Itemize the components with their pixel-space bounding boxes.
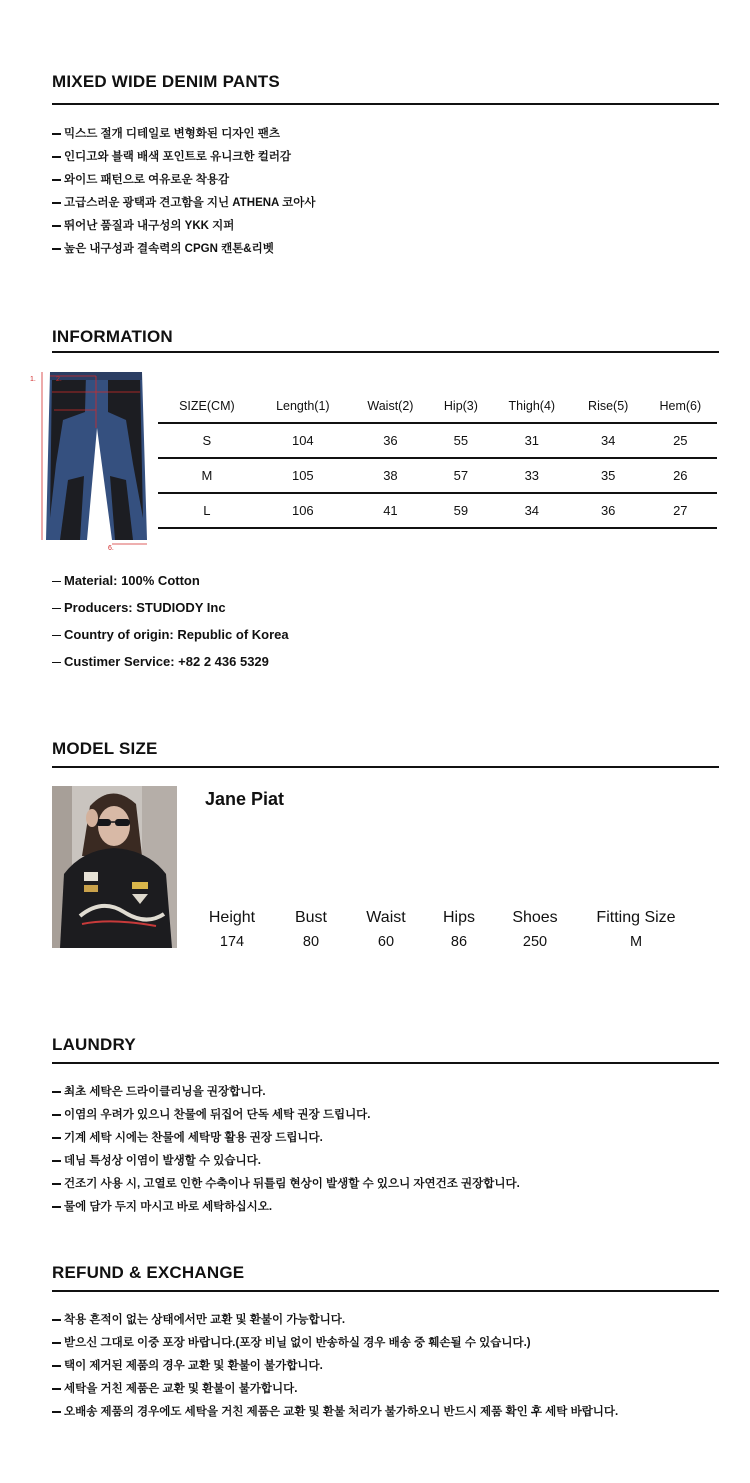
table-cell: 36 (350, 423, 431, 458)
information-title: INFORMATION (52, 327, 173, 346)
product-title: MIXED WIDE DENIM PANTS (52, 72, 280, 91)
dash-icon (52, 133, 61, 135)
dash-icon (52, 1183, 61, 1185)
diagram-label-length: 1. (30, 376, 36, 383)
table-header-row (158, 390, 717, 423)
dash-icon (52, 1388, 61, 1390)
list-item: 최초 세탁은 드라이클리닝을 권장합니다. (52, 1081, 520, 1104)
section-divider (52, 351, 719, 353)
pants-measurement-diagram (30, 368, 160, 553)
table-cell: 26 (644, 458, 717, 493)
model-photo (52, 786, 177, 948)
model-measure-bust (286, 906, 336, 954)
list-item: 와이드 패턴으로 여유로운 착용감 (52, 169, 315, 192)
product-details-list (52, 567, 289, 675)
feature-list (52, 123, 315, 261)
column-header: Rise(5) (573, 390, 644, 423)
refund-list (52, 1309, 618, 1424)
list-item: 데님 특성상 이염이 발생할 수 있습니다. (52, 1150, 520, 1173)
dash-icon (52, 1160, 61, 1162)
section-divider (52, 766, 719, 768)
column-header: Hip(3) (431, 390, 491, 423)
table-row (158, 423, 717, 458)
size-table (158, 390, 717, 529)
diagram-label-hem: 6. (108, 545, 114, 552)
dash-icon (52, 225, 61, 227)
table-cell: S (158, 423, 256, 458)
table-row (158, 458, 717, 493)
measure-label: Waist (366, 909, 406, 926)
list-item: 건조기 사용 시, 고열로 인한 수축이나 뒤틀림 현상이 발생할 수 있으니 자연건조 권장합니다. (52, 1173, 520, 1196)
table-cell: 55 (431, 423, 491, 458)
dash-icon (52, 1206, 61, 1208)
column-header: Hem(6) (644, 390, 717, 423)
dash-icon (52, 608, 61, 610)
dash-icon (52, 1114, 61, 1116)
dash-icon (52, 581, 61, 583)
list-item: 받으신 그대로 이중 포장 바랍니다.(포장 비닐 없이 반송하실 경우 배송 중 훼손될 수 있습니다.) (52, 1332, 618, 1355)
column-header: SIZE(CM) (158, 390, 256, 423)
list-item: Custimer Service: +82 2 436 5329 (52, 648, 289, 675)
table-cell: L (158, 493, 256, 528)
list-item: 높은 내구성과 결속력의 CPGN 캔톤&리벳 (52, 238, 315, 261)
measure-label: Height (208, 909, 256, 926)
table-cell: 36 (573, 493, 644, 528)
dash-icon (52, 662, 61, 664)
dash-icon (52, 156, 61, 158)
measure-label: Fitting Size (596, 909, 676, 926)
table-cell: 38 (350, 458, 431, 493)
measure-value: 86 (450, 934, 468, 950)
laundry-title: LAUNDRY (52, 1035, 136, 1054)
model-measure-fitting-size (586, 906, 686, 954)
dash-icon (52, 1365, 61, 1367)
refund-title: REFUND & EXCHANGE (52, 1263, 245, 1282)
model-measure-height (202, 906, 262, 954)
table-row (158, 493, 717, 528)
table-cell: 35 (573, 458, 644, 493)
table-cell: 34 (491, 493, 573, 528)
measure-value: M (629, 934, 643, 950)
model-measure-shoes (504, 906, 566, 954)
measure-value: 174 (219, 934, 245, 950)
dash-icon (52, 1342, 61, 1344)
table-cell: 104 (256, 423, 350, 458)
model-measure-waist (356, 906, 416, 954)
dash-icon (52, 1411, 61, 1413)
table-cell: 59 (431, 493, 491, 528)
section-divider (52, 103, 719, 105)
table-cell: 31 (491, 423, 573, 458)
dash-icon (52, 179, 61, 181)
list-item: 인디고와 블랙 배색 포인트로 유니크한 컬러감 (52, 146, 315, 169)
measure-value: 80 (302, 934, 320, 950)
measure-value: 250 (522, 934, 548, 950)
table-cell: M (158, 458, 256, 493)
list-item: 믹스드 절개 디테일로 변형화된 디자인 팬츠 (52, 123, 315, 146)
table-cell: 33 (491, 458, 573, 493)
model-size-title: MODEL SIZE (52, 739, 158, 758)
list-item: Country of origin: Republic of Korea (52, 621, 289, 648)
list-item: 이염의 우려가 있으니 찬물에 뒤집어 단독 세탁 권장 드립니다. (52, 1104, 520, 1127)
list-item: 택이 제거된 제품의 경우 교환 및 환불이 불가합니다. (52, 1355, 618, 1378)
table-cell: 106 (256, 493, 350, 528)
table-cell: 105 (256, 458, 350, 493)
measure-value: 60 (377, 934, 395, 950)
section-divider (52, 1062, 719, 1064)
column-header: Thigh(4) (491, 390, 573, 423)
laundry-list (52, 1081, 520, 1219)
column-header: Waist(2) (350, 390, 431, 423)
dash-icon (52, 202, 61, 204)
model-name: Jane Piat (205, 789, 285, 809)
column-header: Length(1) (256, 390, 350, 423)
diagram-label-waist: 2. (56, 376, 62, 383)
dash-icon (52, 248, 61, 250)
measure-label: Bust (294, 909, 327, 926)
list-item: 고급스러운 광택과 견고함을 지닌 ATHENA 코아사 (52, 192, 315, 215)
table-cell: 41 (350, 493, 431, 528)
list-item: 오배송 제품의 경우에도 세탁을 거친 제품은 교환 및 환불 처리가 불가하오니 반드시 제품 확인 후 세탁 바랍니다. (52, 1401, 618, 1424)
table-cell: 34 (573, 423, 644, 458)
section-divider (52, 1290, 719, 1292)
dash-icon (52, 635, 61, 637)
list-item: 기계 세탁 시에는 찬물에 세탁망 활용 권장 드립니다. (52, 1127, 520, 1150)
dash-icon (52, 1137, 61, 1139)
measure-label: Shoes (512, 909, 558, 926)
dash-icon (52, 1319, 61, 1321)
table-cell: 27 (644, 493, 717, 528)
dash-icon (52, 1091, 61, 1093)
list-item: 뛰어난 품질과 내구성의 YKK 지퍼 (52, 215, 315, 238)
model-measure-hips (434, 906, 484, 954)
measure-label: Hips (442, 909, 475, 926)
table-cell: 57 (431, 458, 491, 493)
list-item: Material: 100% Cotton (52, 567, 289, 594)
list-item: 물에 담가 두지 마시고 바로 세탁하십시오. (52, 1196, 520, 1219)
list-item: Producers: STUDIODY Inc (52, 594, 289, 621)
list-item: 세탁을 거친 제품은 교환 및 환불이 불가합니다. (52, 1378, 618, 1401)
table-cell: 25 (644, 423, 717, 458)
list-item: 착용 흔적이 없는 상태에서만 교환 및 환불이 가능합니다. (52, 1309, 618, 1332)
